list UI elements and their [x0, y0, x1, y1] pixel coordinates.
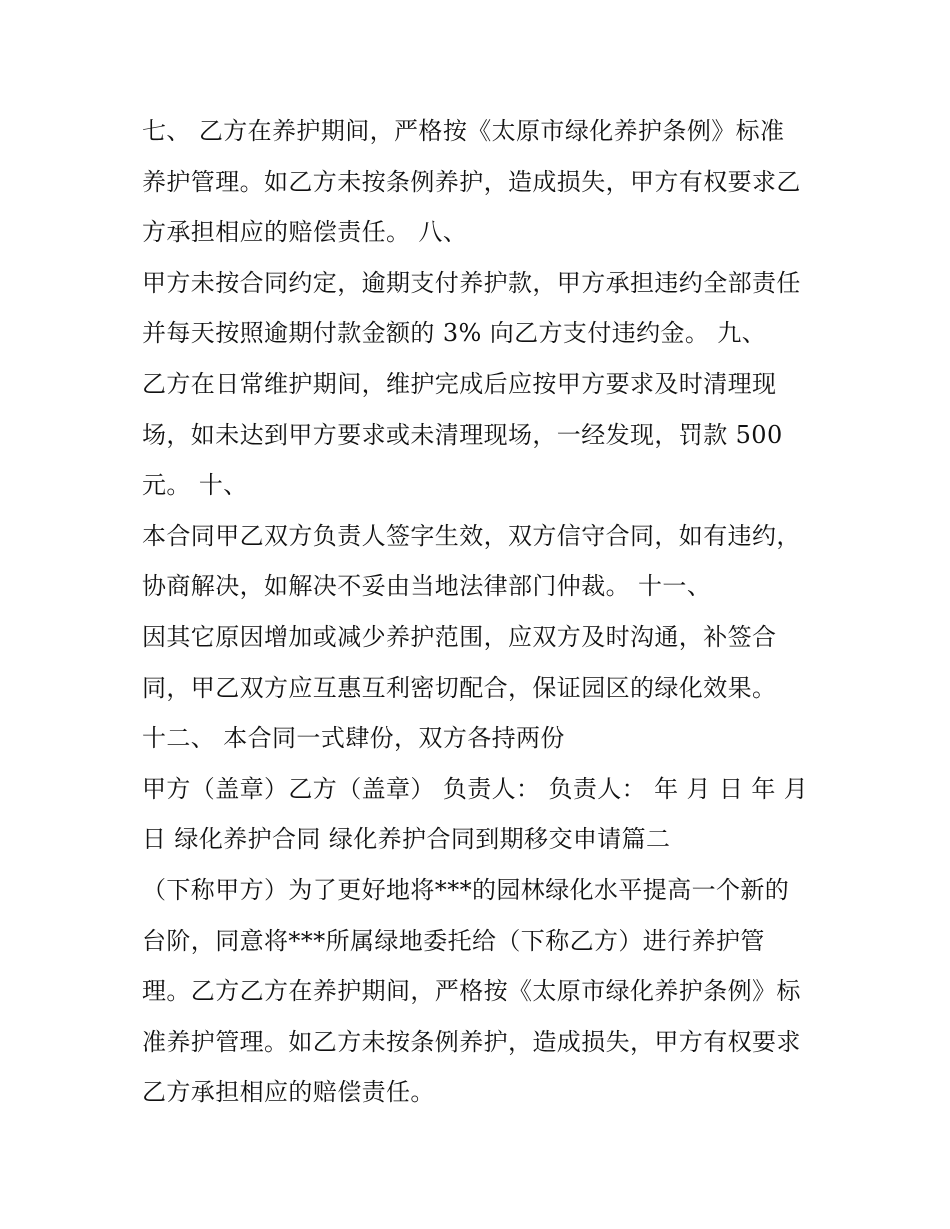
text-line: 乙方承担相应的赔偿责任。 — [142, 1078, 435, 1107]
text-line: 方承担相应的赔偿责任。 八、 — [142, 218, 468, 247]
text-line: 甲方（盖章）乙方（盖章） 负责人： 负责人： 年 月 日 年 月 — [142, 774, 809, 803]
text-line: 并每天按照逾期付款金额的 3% 向乙方支付违约金。 九、 — [142, 319, 767, 348]
text-line: 场，如未达到甲方要求或未清理现场，一经发现，罚款 500 — [142, 420, 783, 449]
text-line: 理。乙方乙方在养护期间，严格按《太原市绿化养护条例》标 — [142, 977, 801, 1006]
text-line: 协商解决，如解决不妥由当地法律部门仲裁。 十一、 — [142, 572, 712, 601]
text-line: 七、 乙方在养护期间，严格按《太原市绿化养护条例》标准 — [142, 117, 785, 145]
text-line: 甲方未按合同约定，逾期支付养护款，甲方承担违约全部责任 — [142, 268, 801, 297]
text-line: 台阶，同意将***所属绿地委托给（下称乙方）进行养护管 — [142, 926, 765, 955]
text-line: 乙方在日常维护期间，维护完成后应按甲方要求及时清理现 — [142, 369, 777, 398]
text-line: 本合同甲乙双方负责人签字生效，双方信守合同，如有违约， — [142, 521, 801, 550]
text-line: 同，甲乙双方应互惠互利密切配合，保证园区的绿化效果。 — [142, 673, 777, 702]
text-line: 准养护管理。如乙方未按条例养护，造成损失，甲方有权要求 — [142, 1027, 801, 1056]
text-line: （下称甲方）为了更好地将***的园林绿化水平提高一个新的 — [142, 875, 790, 904]
text-line: 因其它原因增加或减少养护范围，应双方及时沟通，补签合 — [142, 622, 777, 651]
text-line: 养护管理。如乙方未按条例养护，造成损失，甲方有权要求乙 — [142, 167, 801, 196]
text-line: 日 绿化养护合同 绿化养护合同到期移交申请篇二 — [142, 825, 671, 854]
text-line: 元。 十、 — [142, 471, 248, 500]
document-body — [142, 106, 832, 1118]
text-line: 十二、 本合同一式肆份，双方各持两份 — [142, 724, 565, 753]
